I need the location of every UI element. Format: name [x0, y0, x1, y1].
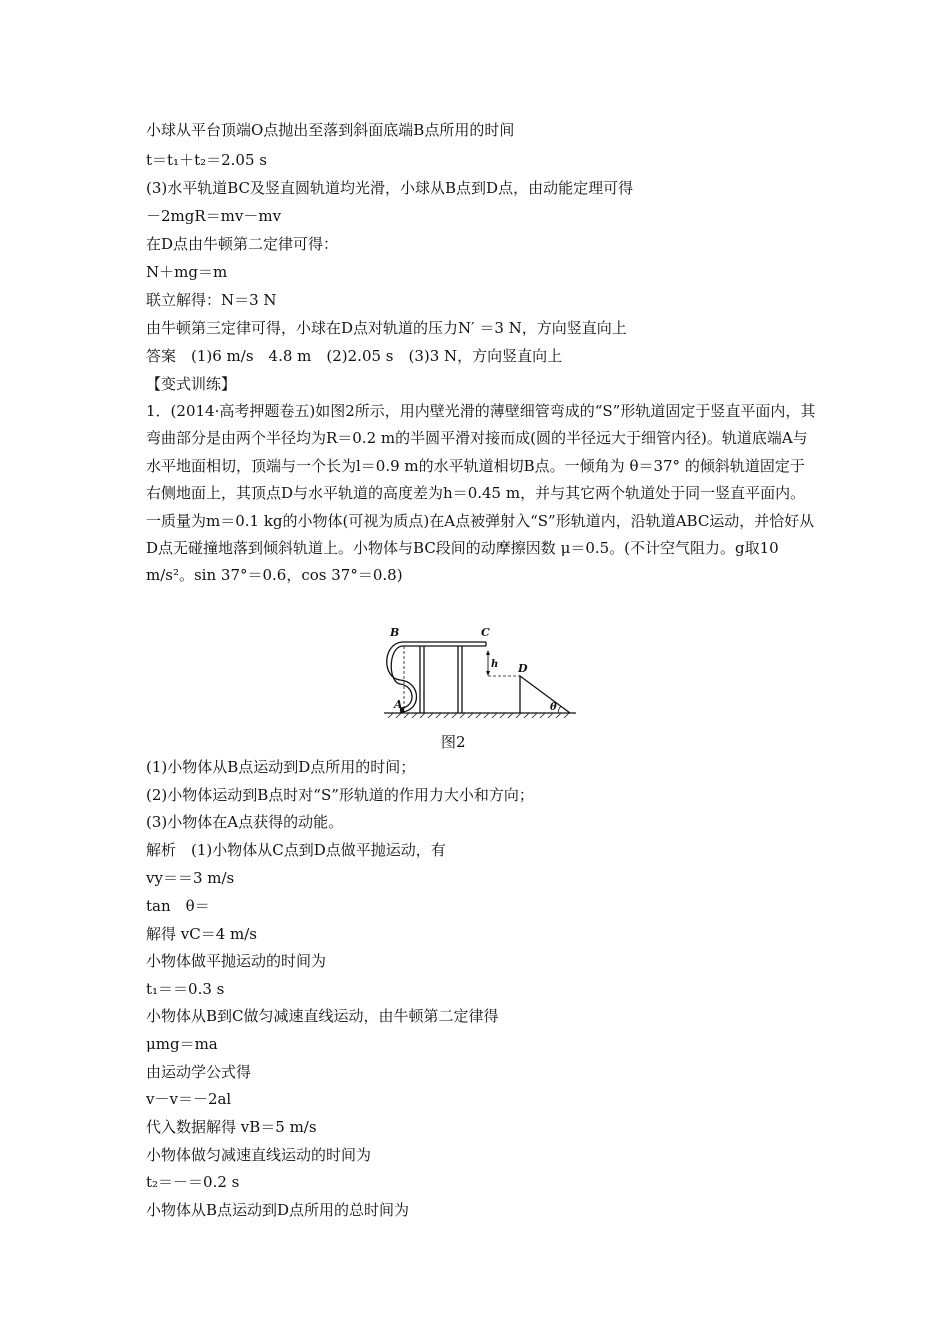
text-line: tan θ＝	[146, 897, 210, 915]
problem-paragraph	[146, 398, 816, 590]
text-line: －2mgR＝mv－mv	[146, 207, 282, 225]
text-line: t₁＝＝0.3 s	[146, 980, 225, 998]
figure-caption: 图2	[441, 733, 466, 751]
label-h: h	[491, 659, 499, 670]
text-line: N＋mg＝m	[146, 263, 228, 281]
text-line: 代入数据解得 vB＝5 m/s	[146, 1118, 317, 1136]
question-2: (2)小物体运动到B点时对“S”形轨道的作用力大小和方向；	[146, 786, 534, 804]
section-heading: 【变式训练】	[146, 375, 237, 393]
text-line: (3)水平轨道BC及竖直圆轨道均光滑，小球从B点到D点，由动能定理可得	[146, 179, 634, 197]
solution-heading: 解析 (1)小物体从C点到D点做平抛运动，有	[146, 841, 446, 859]
text-line: 小球从平台顶端O点抛出至落到斜面底端B点所用的时间	[146, 121, 515, 139]
text-line: 小物体做平抛运动的时间为	[146, 952, 327, 970]
track-diagram	[380, 622, 580, 722]
text-line: 由运动学公式得	[146, 1063, 252, 1081]
text-line: t＝t₁＋t₂＝2.05 s	[146, 151, 267, 169]
text-line: μmg＝ma	[146, 1035, 218, 1053]
label-c: C	[481, 626, 490, 639]
text-line: 在D点由牛顿第二定律可得：	[146, 235, 339, 253]
text-line: 联立解得：N＝3 N	[146, 291, 277, 309]
label-b: B	[390, 626, 400, 639]
label-d: D	[518, 662, 528, 675]
text-line: 由牛顿第三定律可得，小球在D点对轨道的压力N′ ＝3 N，方向竖直向上	[146, 319, 627, 337]
ground-hatching	[388, 713, 569, 718]
incline	[520, 676, 570, 713]
answer-line: 答案 (1)6 m/s 4.8 m (2)2.05 s (3)3 N，方向竖直向上	[146, 347, 563, 365]
problem-text: 1．(2014·高考押题卷五)如图2所示，用内壁光滑的薄壁细管弯成的“S”形轨道固定于竖直平面内，其弯曲部分是由两个半径均为R＝0.2 m的半圆平滑对接而成(圆的半径远大于细管内径)。轨道底端A与水平地面相切，顶端与一个长为l＝0.9 m的水平轨道相切B点。一倾角为 θ＝37° 的倾斜轨道固定于右侧地面上，其顶点D与水平轨道的高度差为h＝0.45 m，并与其它两个轨道处于同一竖直平面内。一质量为m＝0.1 kg的小物体(可视为质点)在A点被弹射入“S”形轨道内，沿轨道ABC运动，并恰好从D点无碰撞地落到倾斜轨道上。小物体与BC段间的动摩擦因数 μ＝0.5。(不计空气阻力。g取10 m/s²。sin 37°＝0.6，cos 37°＝0.8)	[146, 402, 816, 585]
text-line: 小物体从B到C做匀减速直线运动，由牛顿第二定律得	[146, 1007, 499, 1025]
angle-arc	[558, 706, 561, 713]
label-theta: θ	[550, 702, 557, 713]
text-line: t₂＝－＝0.2 s	[146, 1173, 240, 1191]
question-3: (3)小物体在A点获得的动能。	[146, 813, 344, 831]
figure-2	[380, 622, 580, 726]
text-line: v－v＝－2al	[146, 1090, 232, 1108]
question-1: (1)小物体从B点运动到D点所用的时间；	[146, 758, 416, 776]
text-line: 小物体做匀减速直线运动的时间为	[146, 1146, 372, 1164]
text-line: 解得 vC＝4 m/s	[146, 925, 258, 943]
text-line: vy＝＝3 m/s	[146, 869, 235, 887]
text-line: 小物体从B点运动到D点所用的总时间为	[146, 1201, 410, 1219]
label-a: A	[394, 698, 403, 711]
